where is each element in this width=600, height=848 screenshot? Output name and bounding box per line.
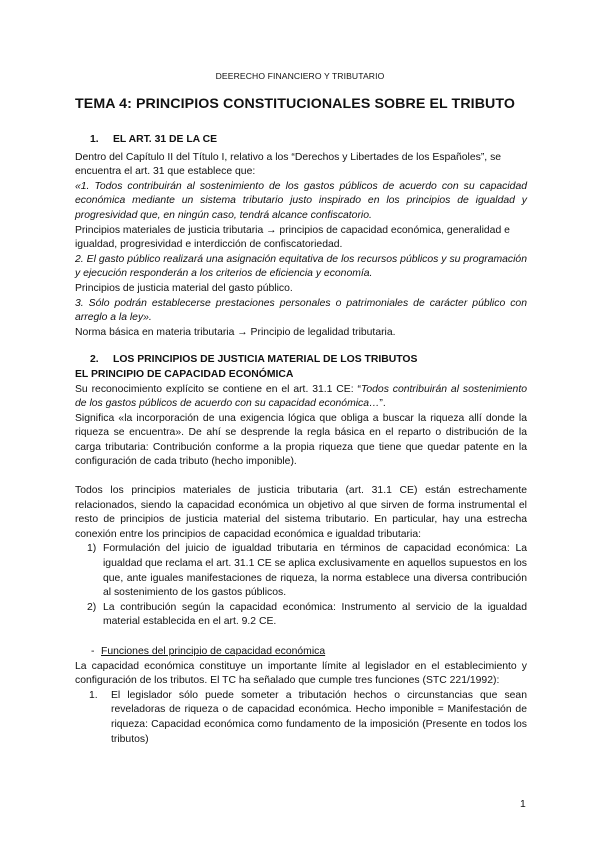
section-2-paragraph-2: Significa «la incorporación de una exigencia lógica que obliga a buscar la riqueza allí donde la riqueza se encuentra». De ahí se desprende la regla básica en el reparto o distribución de la carga tributaria: Contribución conforme a la propia riqueza que tiene que quedar patente en la configuración de cada tributo (hecho imponible). [75, 412, 527, 468]
p1-tail: ”. [379, 398, 386, 410]
section-1-note-3: Norma básica en materia tributaria → Principio de legalidad tributaria. [75, 326, 396, 338]
article-31-quote-1: «1. Todos contribuirán al sostenimiento de los gastos públicos de acuerdo con su capacidad económica mediante un sistema tributario justo inspirado en los principios de igualdad y progresividad que, en ningún caso, tendrá alcance confiscatorio. [75, 180, 527, 221]
list-item-text: Formulación del juicio de igualdad tributaria en términos de capacidad económica: La igualdad que reclama el art. 31.1 CE se aplica exclusivamente en aquellos supuestos en los que, ante iguales manifestaciones de riqueza, la norma establece una diversa contribución al sostenimiento de los gastos públicos. [103, 543, 527, 599]
list-item-number: 1. [89, 689, 98, 701]
section-1-title: EL ART. 31 DE LA CE [113, 134, 218, 145]
list-item-number: 2) [87, 601, 97, 613]
section-1-number: 1. [90, 134, 99, 145]
section-2-paragraph-1 [75, 383, 527, 412]
section-1-heading [90, 133, 527, 148]
list-item [75, 689, 527, 747]
running-header: DEERECHO FINANCIERO Y TRIBUTARIO [215, 71, 385, 81]
functions-subheading [75, 645, 527, 660]
section-2-number: 2. [90, 354, 99, 366]
section-2-title: LOS PRINCIPIOS DE JUSTICIA MATERIAL DE LOS TRIBUTOS [113, 354, 418, 366]
subheading-dash: - [91, 646, 95, 657]
page-number: 1 [520, 799, 526, 810]
p1-lead: Su reconocimiento explícito se contiene en el art. 31.1 CE: “ [75, 383, 361, 395]
section-2-heading [90, 353, 527, 368]
section-2-paragraph-3: Todos los principios materiales de justicia tributaria (art. 31.1 CE) están estrechamente relacionados, siendo la capacidad económica un objetivo al que sirven de forma instrumental el resto de principios de justicia material del sistema tributario. En particular, hay una estrecha conexión entre los principios de capacidad económica e igualdad tributaria: [75, 485, 527, 540]
article-31-quote-2: 2. El gasto público realizará una asignación equitativa de los recursos públicos y su programación y ejecución responderán a los criterios de eficiencia y economía. [75, 253, 527, 280]
list-item [75, 601, 527, 630]
section-2-subheading: EL PRINCIPIO DE CAPACIDAD ECONÓMICA [75, 368, 294, 380]
article-31-quote-3: 3. Sólo podrán establecerse prestaciones personales o patrimoniales de carácter público con arreglo a la ley». [75, 297, 527, 324]
section-1-note-1: Principios materiales de justicia tributaria → principios de capacidad económica, generalidad e igualdad, progresividad e interdicción de confiscatoriedad. [75, 224, 510, 251]
functions-heading: Funciones del principio de capacidad económica [101, 646, 326, 657]
section-1-intro: Dentro del Capítulo II del Título I, relativo a los “Derechos y Libertades de los Españoles”, se encuentra el art. 31 que establece que: [75, 151, 502, 178]
section-1-note-2: Principios de justicia material del gasto público. [75, 282, 293, 294]
section-2-paragraph-4: La capacidad económica constituye un importante límite al legislador en el establecimiento y configuración de los tributos. El TC ha señalado que cumple tres funciones (STC 221/1992): [75, 660, 527, 687]
document-body [75, 133, 527, 747]
p1-quote: Todos contribuirán al sostenimiento de los gastos públicos de acuerdo con su capacidad económica… [75, 383, 528, 410]
list-item-text: La contribución según la capacidad económica: Instrumento al servicio de la igualdad material establecida en el art. 9.2 CE. [103, 601, 527, 628]
list-item [75, 542, 527, 600]
page-title: TEMA 4: PRINCIPIOS CONSTITUCIONALES SOBRE EL TRIBUTO [75, 96, 516, 112]
list-item-number: 1) [87, 543, 97, 555]
list-item-text: El legislador sólo puede someter a tributación hechos o circunstancias que sean reveladoras de riqueza o de capacidad económica. Hecho imponible = Manifestación de riqueza: Capacidad económica como fundamento de la imposición (Presente en todos los tributos) [111, 689, 527, 745]
